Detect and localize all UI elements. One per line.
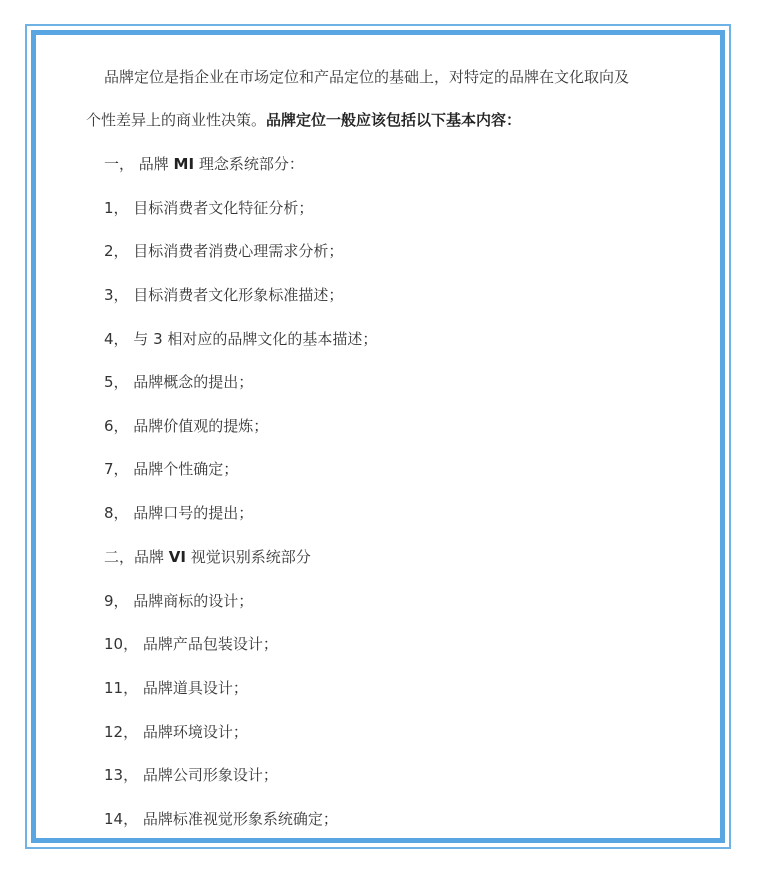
- list-item: 6， 品牌价值观的提炼；: [104, 417, 269, 435]
- list-item: 9， 品牌商标的设计；: [104, 592, 254, 610]
- section-heading-mi-bold: MI: [173, 155, 195, 173]
- list-item: 4， 与 3 相对应的品牌文化的基本描述；: [104, 330, 378, 348]
- intro-line-2: [86, 109, 521, 131]
- list-item: 2， 目标消费者消费心理需求分析；: [104, 242, 344, 260]
- list-item: 13， 品牌公司形象设计；: [104, 766, 278, 784]
- list-item: 7， 品牌个性确定；: [104, 460, 239, 478]
- section-heading-mi-prefix: 一， 品牌: [104, 155, 174, 173]
- section-heading-vi-bold: VI: [168, 548, 186, 566]
- section-heading-vi-prefix: 二，品牌: [104, 548, 169, 566]
- section-heading-mi-suffix: 理念系统部分：: [194, 155, 304, 173]
- intro-line-2-normal: 个性差异上的商业性决策。: [86, 111, 267, 129]
- intro-line-1: 品牌定位是指企业在市场定位和产品定位的基础上，对特定的品牌在文化取向及: [104, 68, 630, 86]
- list-item: 5， 品牌概念的提出；: [104, 373, 254, 391]
- list-item: 11， 品牌道具设计；: [104, 679, 248, 697]
- list-item: 1， 目标消费者文化特征分析；: [104, 199, 314, 217]
- list-item: 3， 目标消费者文化形象标准描述；: [104, 286, 344, 304]
- list-item: 12， 品牌环境设计；: [104, 723, 248, 741]
- section-heading-mi: [104, 153, 304, 175]
- list-item: 10， 品牌产品包装设计；: [104, 635, 278, 653]
- intro-line-2-bold: 品牌定位一般应该包括以下基本内容：: [266, 111, 522, 129]
- section-heading-vi-suffix: 视觉识别系统部分: [185, 548, 311, 566]
- section-heading-vi: [104, 546, 311, 568]
- list-item: 8， 品牌口号的提出；: [104, 504, 254, 522]
- list-item: 14， 品牌标准视觉形象系统确定；: [104, 810, 338, 828]
